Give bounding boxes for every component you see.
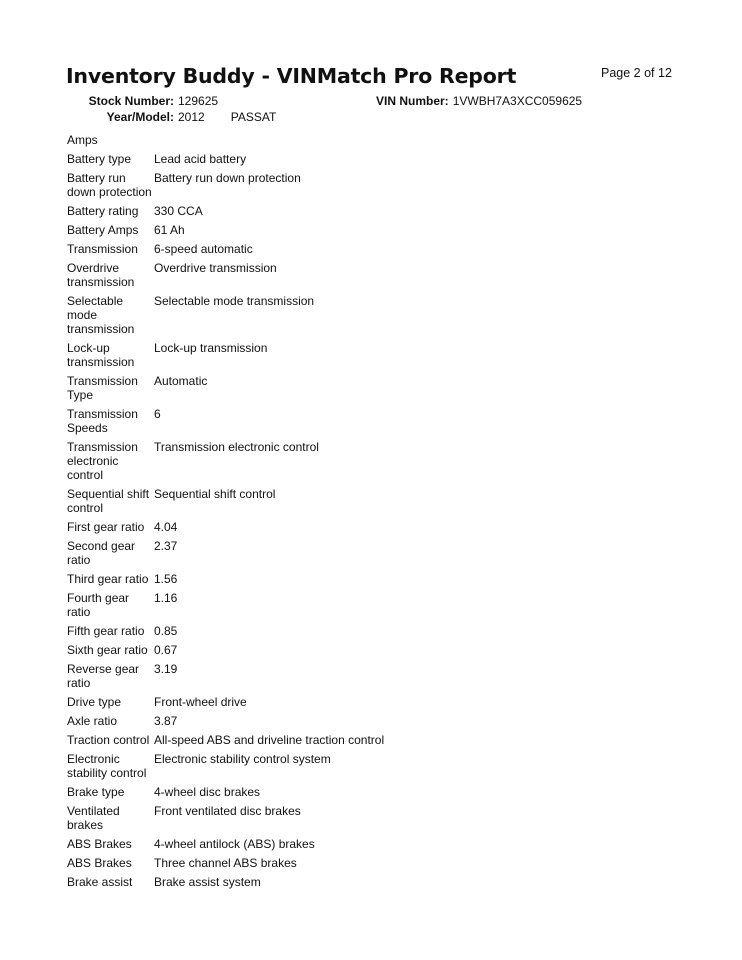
spec-value: Three channel ABS brakes: [154, 856, 297, 870]
spec-value: Lock-up transmission: [154, 341, 268, 355]
spec-rows: [67, 152, 667, 889]
spec-value: 1.16: [154, 591, 178, 605]
spec-label: Fourth gear ratio: [67, 591, 130, 619]
spec-value: 1.56: [154, 572, 178, 586]
stock-number-label: Stock Number:: [88, 94, 174, 108]
spec-label: Transmission Speeds: [67, 407, 138, 435]
spec-value: 0.85: [154, 624, 178, 638]
spec-value: All-speed ABS and driveline traction control: [154, 733, 385, 747]
stock-number-value: 129625: [178, 94, 219, 108]
spec-value: 61 Ah: [154, 223, 185, 237]
spec-value: 6-speed automatic: [154, 242, 253, 256]
spec-value: 0.67: [154, 643, 178, 657]
spec-label: Drive type: [67, 695, 122, 709]
spec-row: [67, 624, 667, 638]
spec-row: [67, 643, 667, 657]
spec-row: [67, 662, 667, 690]
spec-row: [67, 294, 667, 336]
spec-value: Sequential shift control: [154, 487, 276, 501]
vin-number-value: 1VWBH7A3XCC059625: [452, 94, 583, 108]
spec-label: Ventilated brakes: [67, 804, 120, 832]
spec-label: Electronic stability control: [67, 752, 147, 780]
section-heading: Amps: [67, 133, 98, 147]
spec-label: Second gear ratio: [67, 539, 136, 567]
spec-row: [67, 261, 667, 289]
year-value: 2012: [178, 110, 205, 124]
spec-value: 330 CCA: [154, 204, 203, 218]
spec-label: ABS Brakes: [67, 837, 132, 851]
spec-row: [67, 856, 667, 870]
spec-label: Transmission electronic control: [67, 440, 138, 482]
spec-row: [67, 591, 667, 619]
spec-row: [67, 837, 667, 851]
year-model: [66, 110, 276, 124]
spec-value: Lead acid battery: [154, 152, 247, 166]
spec-row: [67, 804, 667, 832]
spec-row: [67, 695, 667, 709]
spec-row: [67, 152, 667, 166]
spec-label: Selectable mode transmission: [67, 294, 135, 336]
vin-number-label: VIN Number:: [376, 94, 449, 108]
spec-row: [67, 733, 667, 747]
spec-row: [67, 374, 667, 402]
spec-row: [67, 341, 667, 369]
spec-label: Axle ratio: [67, 714, 118, 728]
year-model-label: Year/Model:: [106, 110, 174, 124]
spec-row: [67, 204, 667, 218]
stock-number: [66, 94, 218, 108]
spec-value: Overdrive transmission: [154, 261, 277, 275]
model-value: PASSAT: [230, 110, 277, 124]
spec-label: Reverse gear ratio: [67, 662, 140, 690]
spec-label: ABS Brakes: [67, 856, 132, 870]
spec-row: [67, 223, 667, 237]
spec-list: [67, 133, 667, 894]
spec-value: Front-wheel drive: [154, 695, 247, 709]
spec-label: Fifth gear ratio: [67, 624, 145, 638]
spec-value: 2.37: [154, 539, 178, 553]
vin-number: [376, 94, 582, 108]
spec-row: [67, 714, 667, 728]
spec-row: [67, 242, 667, 256]
spec-label: Third gear ratio: [67, 572, 149, 586]
spec-label: Brake assist: [67, 875, 133, 889]
spec-label: Overdrive transmission: [67, 261, 135, 289]
page-indicator: Page 2 of 12: [601, 66, 672, 80]
spec-value: Battery run down protection: [154, 171, 301, 185]
spec-label: Battery type: [67, 152, 132, 166]
spec-row: [67, 539, 667, 567]
spec-value: Electronic stability control system: [154, 752, 331, 766]
spec-row: [67, 440, 667, 482]
spec-label: Brake type: [67, 785, 125, 799]
spec-row: [67, 487, 667, 515]
spec-row: [67, 572, 667, 586]
spec-label: Battery rating: [67, 204, 139, 218]
spec-row: [67, 875, 667, 889]
spec-value: 6: [154, 407, 161, 421]
spec-value: Brake assist system: [154, 875, 261, 889]
spec-value: Front ventilated disc brakes: [154, 804, 301, 818]
spec-label: Lock-up transmission: [67, 341, 135, 369]
spec-label: Sequential shift control: [67, 487, 150, 515]
spec-label: Sixth gear ratio: [67, 643, 148, 657]
spec-value: 3.87: [154, 714, 178, 728]
spec-label: Battery Amps: [67, 223, 139, 237]
spec-label: First gear ratio: [67, 520, 145, 534]
spec-value: 4.04: [154, 520, 178, 534]
spec-value: Automatic: [154, 374, 208, 388]
spec-label: Battery run down protection: [67, 171, 152, 199]
spec-value: Transmission electronic control: [154, 440, 319, 454]
report-title: Inventory Buddy - VINMatch Pro Report: [66, 64, 517, 88]
spec-row: [67, 171, 667, 199]
spec-label: Transmission Type: [67, 374, 138, 402]
spec-label: Transmission: [67, 242, 138, 256]
spec-row: [67, 785, 667, 799]
spec-row: [67, 752, 667, 780]
spec-row: [67, 520, 667, 534]
spec-value: 4-wheel disc brakes: [154, 785, 261, 799]
spec-value: 3.19: [154, 662, 178, 676]
spec-label: Traction control: [67, 733, 150, 747]
spec-value: 4-wheel antilock (ABS) brakes: [154, 837, 315, 851]
spec-value: Selectable mode transmission: [154, 294, 315, 308]
spec-row: [67, 407, 667, 435]
